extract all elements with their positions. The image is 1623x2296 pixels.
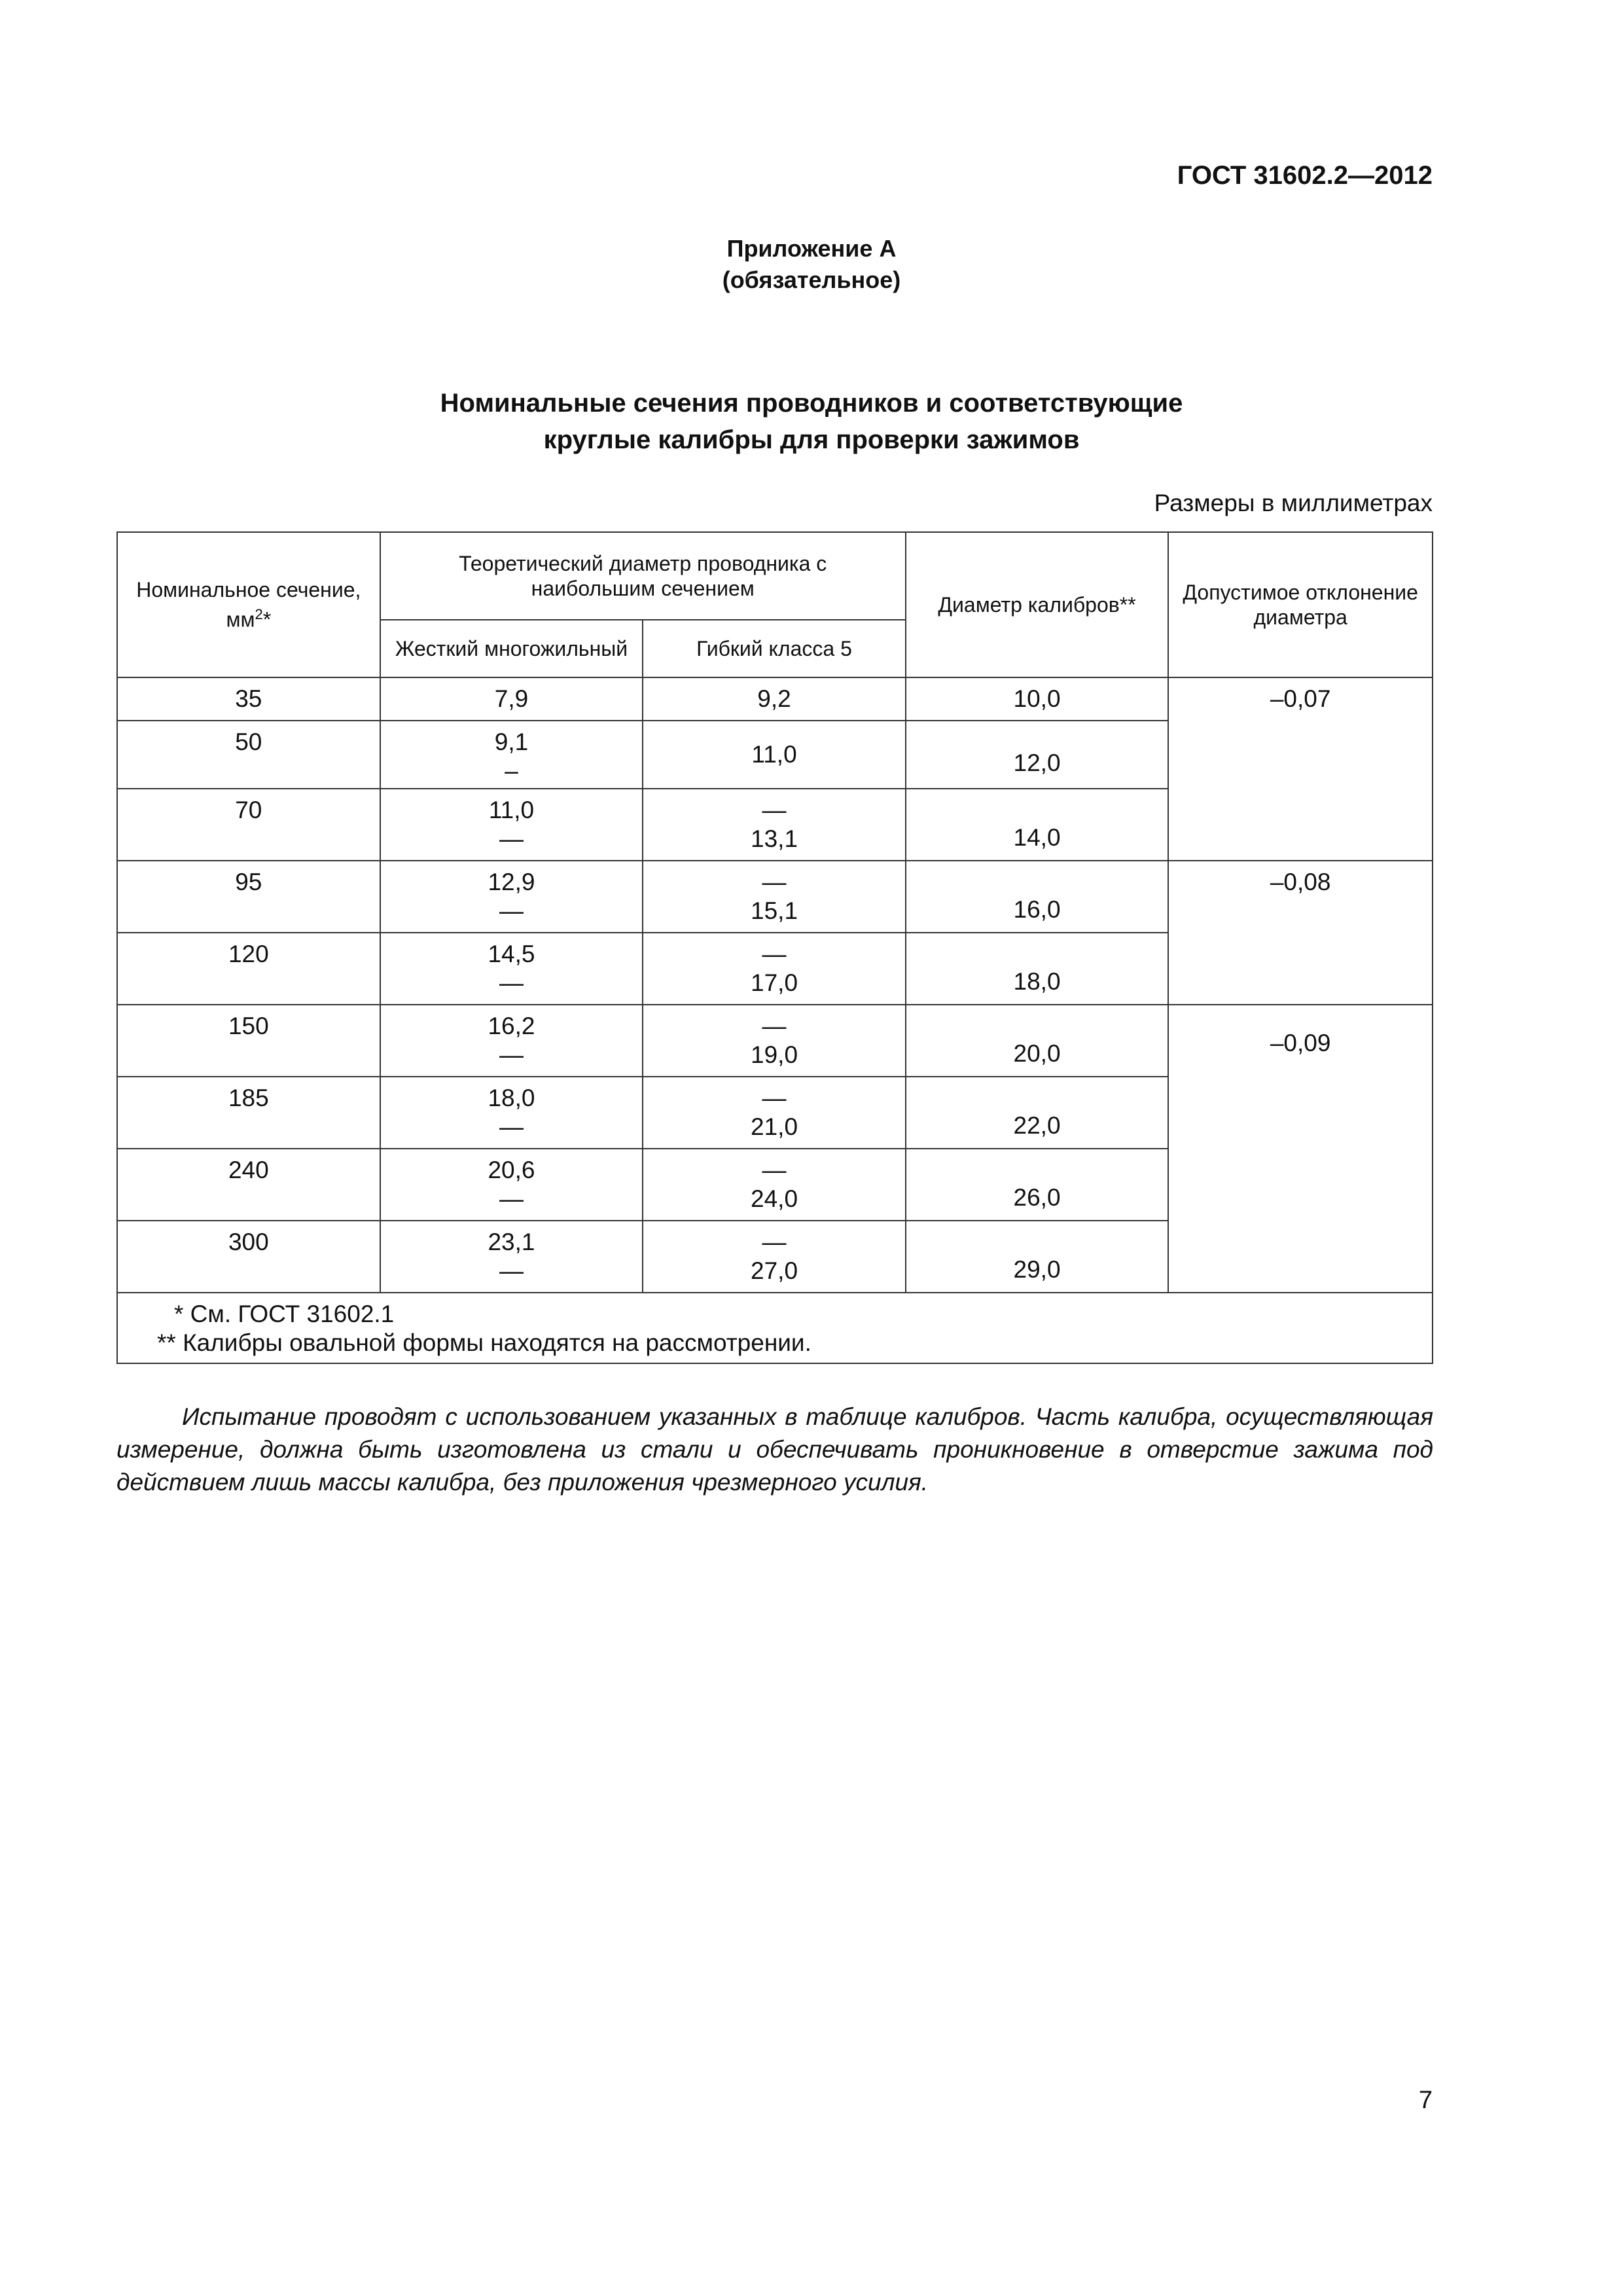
- gauge-cell: 10,0: [906, 677, 1169, 721]
- nominal-cell: 70: [117, 789, 380, 861]
- header-theoretical-diameter: Теоретический диаметр проводника с наибольшим сечением: [380, 532, 906, 620]
- rigid-cell: 9,1 –: [380, 721, 643, 789]
- rigid-cell: 12,9 —: [380, 861, 643, 933]
- body-paragraph: Испытание проводят с использованием указанных в таблице калибров. Часть калибра, осуществляющая измерение, должна быть изготовлена из стали и обеспечивать проникновение в отверстие зажима под действием лишь массы калибра, без приложения чрезмерного усилия.: [116, 1403, 1433, 1496]
- annex-title: Приложение А: [726, 235, 897, 262]
- tolerance-cell: –0,09: [1168, 1005, 1433, 1293]
- gauge-cell: 16,0: [906, 861, 1169, 933]
- gauge-cell: 26,0: [906, 1149, 1169, 1221]
- flexible-cell: — 13,1: [643, 789, 905, 861]
- nominal-cell: 300: [117, 1221, 380, 1293]
- table-notes: [117, 1293, 1433, 1363]
- flexible-cell: — 19,0: [643, 1005, 905, 1077]
- rigid-cell: 16,2 —: [380, 1005, 643, 1077]
- flexible-cell: — 27,0: [643, 1221, 905, 1293]
- note-2: ** Калибры овальной формы находятся на рассмотрении.: [157, 1329, 812, 1356]
- header-tolerance: Допустимое отклонение диаметра: [1168, 532, 1433, 677]
- rigid-cell: 18,0 —: [380, 1077, 643, 1149]
- flexible-cell: — 15,1: [643, 861, 905, 933]
- gauge-cell: 14,0: [906, 789, 1169, 861]
- nominal-cell: 120: [117, 933, 380, 1005]
- nominal-cell: 240: [117, 1149, 380, 1221]
- rigid-cell: 20,6 —: [380, 1149, 643, 1221]
- table-row: [117, 861, 1433, 933]
- flexible-cell: — 17,0: [643, 933, 905, 1005]
- document-header: ГОСТ 31602.2—2012: [1177, 161, 1433, 190]
- nominal-cell: 150: [117, 1005, 380, 1077]
- flexible-cell: — 21,0: [643, 1077, 905, 1149]
- header-gauge-diameter: Диаметр калибров**: [906, 532, 1169, 677]
- flexible-cell: 11,0: [643, 721, 905, 789]
- annex-status: (обязательное): [722, 266, 901, 293]
- rigid-cell: 11,0 —: [380, 789, 643, 861]
- nominal-cell: 185: [117, 1077, 380, 1149]
- table-row: [117, 677, 1433, 721]
- nominal-cell: 95: [117, 861, 380, 933]
- tolerance-cell: –0,08: [1168, 861, 1433, 1005]
- gauge-cell: 20,0: [906, 1005, 1169, 1077]
- rigid-cell: 14,5 —: [380, 933, 643, 1005]
- flexible-cell: — 24,0: [643, 1149, 905, 1221]
- gauge-cell: 18,0: [906, 933, 1169, 1005]
- gauge-table: [116, 531, 1433, 1364]
- page-number: 7: [1418, 2087, 1433, 2114]
- rigid-cell: 23,1 —: [380, 1221, 643, 1293]
- gauge-cell: 29,0: [906, 1221, 1169, 1293]
- tolerance-cell: –0,07: [1168, 677, 1433, 861]
- section-title-line1: Номинальные сечения проводников и соответствующие: [440, 389, 1183, 418]
- note-1: * См. ГОСТ 31602.1: [174, 1300, 395, 1327]
- units-note: Размеры в миллиметрах: [1154, 490, 1433, 516]
- rigid-cell: 7,9: [380, 677, 643, 721]
- section-title-line2: круглые калибры для проверки зажимов: [543, 425, 1080, 454]
- flexible-cell: 9,2: [643, 677, 905, 721]
- nominal-cell: 50: [117, 721, 380, 789]
- gauge-cell: 12,0: [906, 721, 1169, 789]
- gauge-cell: 22,0: [906, 1077, 1169, 1149]
- table-row: [117, 1005, 1433, 1077]
- header-flexible: Гибкий класса 5: [643, 620, 905, 677]
- header-rigid: Жесткий многожильный: [380, 620, 643, 677]
- header-nominal-section: Номинальное сечение, $мм^2*$: [117, 532, 380, 677]
- nominal-cell: 35: [117, 677, 380, 721]
